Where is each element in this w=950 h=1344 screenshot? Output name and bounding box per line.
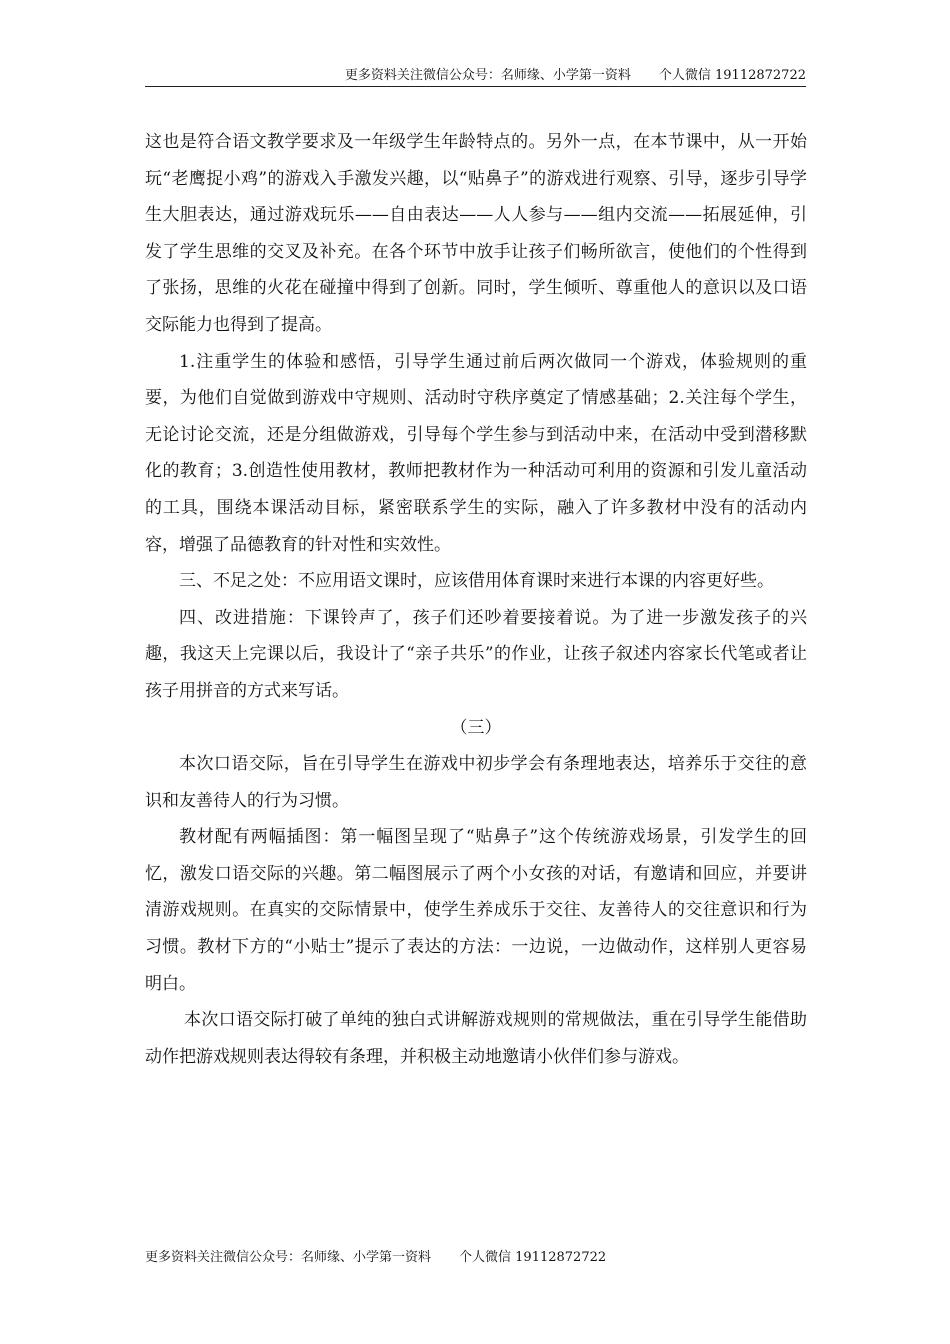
paragraph: 四、改进措施：下课铃声了，孩子们还吵着要接着说。为了进一步激发孩子的兴趣，我这天上完课以后，我设计了“亲子共乐”的作业，让孩子叙述内容家长代笔或者让孩子用拼音的方式来写话。 bbox=[145, 607, 807, 701]
page-footer bbox=[145, 1246, 806, 1265]
header-text: 更多资料关注微信公众号：名师缘、小学第一资料 bbox=[344, 68, 631, 83]
footer-text: 更多资料关注微信公众号：名师缘、小学第一资料 bbox=[145, 1250, 432, 1265]
paragraph: 本次口语交际打破了单纯的独白式讲解游戏规则的常规做法，重在引导学生能借助动作把游戏规则表达得较有条理，并积极主动地邀请小伙伴们参与游戏。 bbox=[145, 1010, 807, 1067]
section-heading: （三） bbox=[450, 717, 502, 738]
paragraph: 三、不足之处：不应用语文课时，应该借用体育课时来进行本课的内容更好些。 bbox=[179, 571, 774, 592]
paragraph: 1.注重学生的体验和感悟，引导学生通过前后两次做同一个游戏，体验规则的重要，为他们自觉做到游戏中守规则、活动时守秩序奠定了情感基础；2.关注每个学生，无论讨论交流，还是分组做游戏，引导每个学生参与到活动中来，在活动中受到潜移默化的教育；3.创造性使用教材，教师把教材作为一种活动可利用的资源和引发儿童活动的工具，围绕本课活动目标，紧密联系学生的实际，融入了许多教材中没有的活动内容，增强了品德教育的针对性和实效性。 bbox=[145, 351, 807, 555]
document-body bbox=[145, 124, 807, 1075]
paragraph: 教材配有两幅插图：第一幅图呈现了“贴鼻子”这个传统游戏场景，引发学生的回忆，激发口语交际的兴趣。第二幅图展示了两个小女孩的对话，有邀请和回应，并要讲清游戏规则。在真实的交际情景中，使学生养成乐于交往、友善待人的交往意识和行为习惯。教材下方的“小贴士”提示了表达的方法：一边说，一边做动作，这样别人更容易明白。 bbox=[145, 827, 807, 994]
page-header bbox=[145, 64, 806, 83]
header-divider bbox=[145, 86, 806, 87]
header-wechat: 个人微信 19112872722 bbox=[658, 68, 806, 83]
paragraph: 这也是符合语文教学要求及一年级学生年龄特点的。另外一点，在本节课中，从一开始玩“老鹰捉小鸡”的游戏入手激发兴趣，以“贴鼻子”的游戏进行观察、引导，逐步引导学生大胆表达，通过游戏玩乐——自由表达——人人参与——组内交流——拓展延伸，引发了学生思维的交叉及补充。在各个环节中放手让孩子们畅所欲言，使他们的个性得到了张扬，思维的火花在碰撞中得到了创新。同时，学生倾听、尊重他人的意识以及口语交际能力也得到了提高。 bbox=[145, 132, 807, 335]
paragraph: 本次口语交际，旨在引导学生在游戏中初步学会有条理地表达，培养乐于交往的意识和友善待人的行为习惯。 bbox=[145, 754, 807, 811]
footer-wechat: 个人微信 19112872722 bbox=[459, 1250, 607, 1265]
